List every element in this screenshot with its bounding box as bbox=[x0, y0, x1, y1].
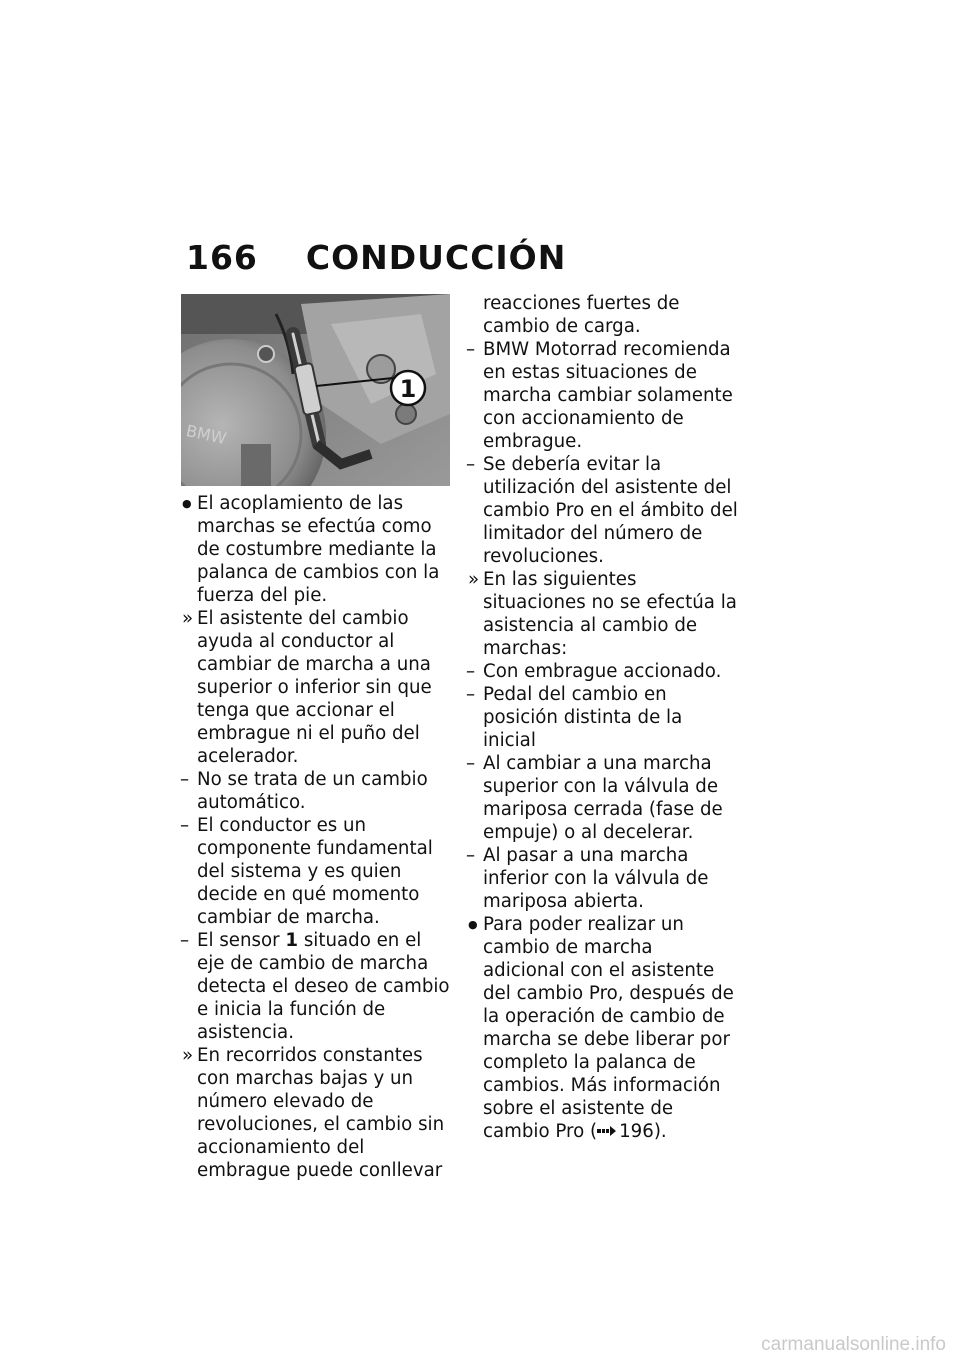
callout-number: 1 bbox=[399, 375, 417, 403]
list-item: ● Para poder realizar un cambio de marcha adicional con el asistente del cambio Pro, después de la operación de cambio de marcha se debe liberar por completo la palanca de cambios. Más información sobre el asistente de cambio Pro ( 196). bbox=[466, 913, 738, 1143]
list-item: – Se debería evitar la utilización del asistente del cambio Pro en el ámbito del limitador del número de revoluciones. bbox=[466, 453, 738, 568]
page-number: 166 bbox=[186, 238, 258, 277]
list-item: – Al cambiar a una marcha superior con la válvula de mariposa cerrada (fase de empuje) o al decelerar. bbox=[466, 752, 738, 844]
gear-sensor-photo bbox=[181, 294, 450, 486]
list-item: ● El acoplamiento de las marchas se efectúa como de costumbre mediante la palanca de cambios con la fuerza del pie. bbox=[180, 492, 450, 607]
list-item: – BMW Motorrad recomienda en estas situaciones de marcha cambiar solamente con accionamiento de embrague. bbox=[466, 338, 738, 453]
watermark: carmanualsonline.info bbox=[761, 1334, 946, 1355]
sensor-ref: 1 bbox=[285, 930, 299, 951]
list-item: » El asistente del cambio ayuda al conductor al cambiar de marcha a una superior o inferior sin que tenga que accionar el embrague ni el puño del acelerador. bbox=[180, 607, 450, 768]
list-item: – No se trata de un cambio automático. bbox=[180, 768, 450, 814]
engine-illustration bbox=[181, 294, 450, 486]
dash-marker bbox=[180, 929, 197, 952]
dash-marker bbox=[466, 844, 483, 867]
list-item: » En las siguientes situaciones no se efectúa la asistencia al cambio de marchas: bbox=[466, 568, 738, 660]
right-column bbox=[466, 292, 738, 1143]
chevron-marker bbox=[180, 607, 197, 630]
dash-marker bbox=[466, 338, 483, 361]
dash-marker bbox=[466, 683, 483, 706]
list-item: reacciones fuertes de cambio de carga. bbox=[483, 293, 680, 337]
list-item: » En recorridos constantes con marchas bajas y un número elevado de revoluciones, el cambio sin accionamiento del embrague puede conllevar bbox=[180, 1044, 450, 1182]
list-item: – Con embrague accionado. bbox=[466, 660, 738, 683]
list-item: – Pedal del cambio en posición distinta de la inicial bbox=[466, 683, 738, 752]
engine-logo: BMW bbox=[184, 421, 229, 449]
bullet-marker bbox=[466, 913, 483, 938]
page-ref-link[interactable]: 196 bbox=[619, 1121, 654, 1142]
chevron-marker bbox=[466, 568, 483, 591]
dash-marker bbox=[466, 752, 483, 775]
dash-marker bbox=[466, 660, 483, 683]
page-header bbox=[186, 238, 566, 277]
list-item: – El conductor es un componente fundamental del sistema y es quien decide en qué momento cambiar de marcha. bbox=[180, 814, 450, 929]
dash-marker bbox=[466, 453, 483, 476]
chevron-marker bbox=[180, 1044, 197, 1067]
left-column bbox=[180, 492, 450, 1182]
section-title: CONDUCCIÓN bbox=[305, 238, 567, 277]
dash-marker bbox=[180, 768, 197, 791]
bullet-marker bbox=[180, 492, 197, 517]
list-item: – Al pasar a una marcha inferior con la válvula de mariposa abierta. bbox=[466, 844, 738, 913]
list-item: – El sensor 1 situado en el eje de cambio de marcha detecta el deseo de cambio e inicia la función de asistencia. bbox=[180, 929, 450, 1044]
dash-marker bbox=[180, 814, 197, 837]
page-ref-arrow-icon bbox=[597, 1120, 619, 1143]
